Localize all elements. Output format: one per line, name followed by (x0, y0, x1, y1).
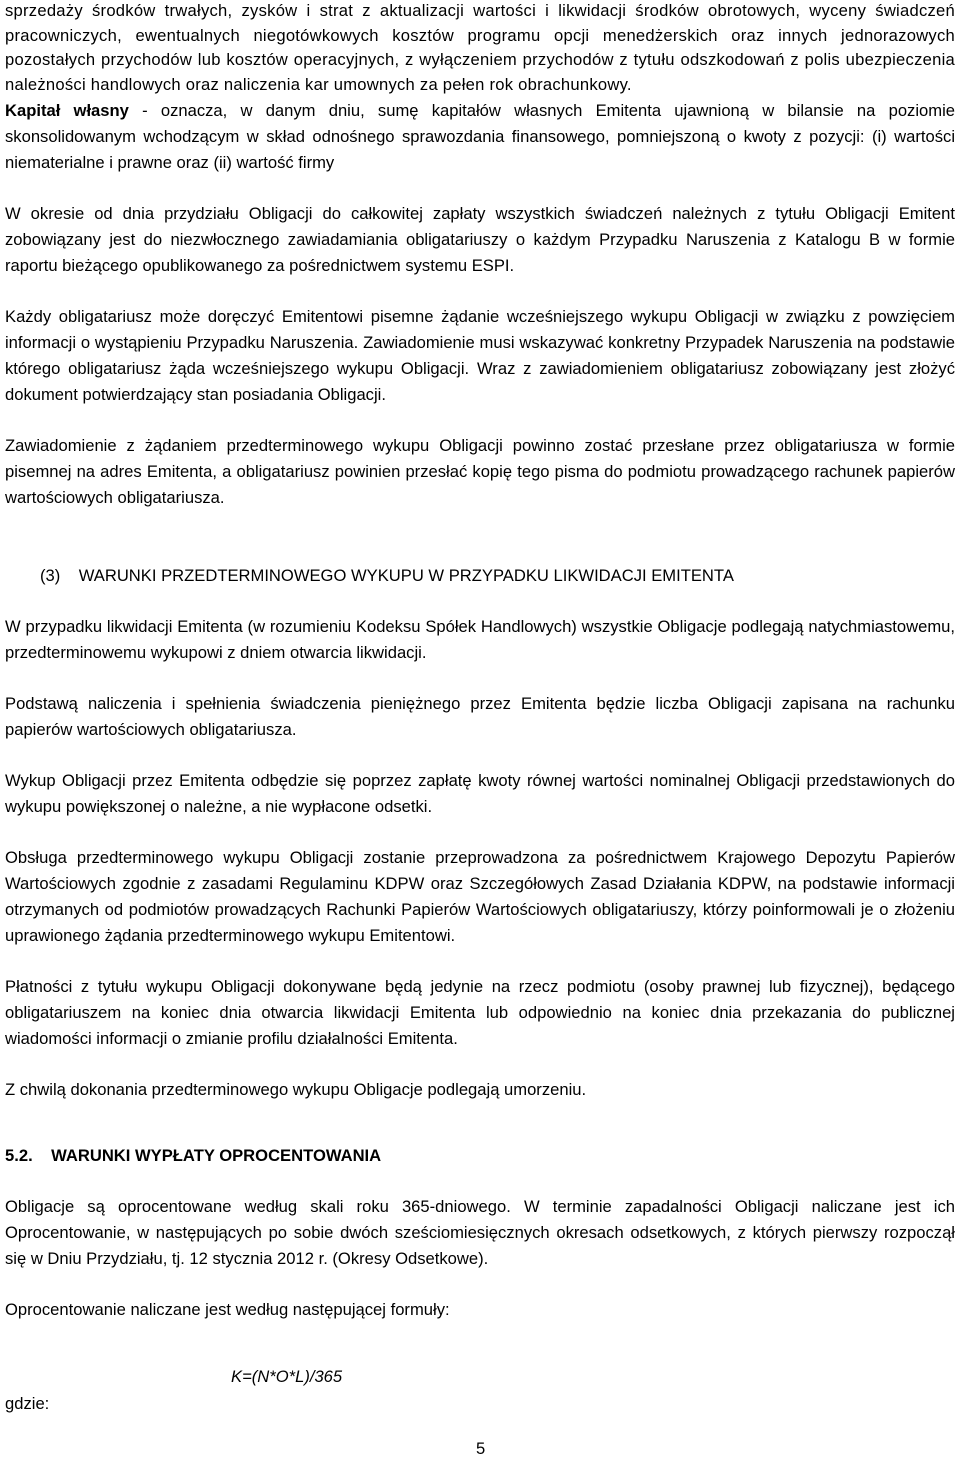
paragraph-interest-scale: Obligacje są oprocentowane według skali roku 365-dniowego. W terminie zapadalności Obligacji naliczane jest ich Oprocentowanie, w następujących po sobie dwóch sześciomiesięcznych okresach odsetkowych, z których pierwszy rozpoczął się w Dniu Przydziału, tj. 12 stycznia 2012 r. (Okresy Odsetkowe). (5, 1197, 955, 1268)
paragraph-formula-intro: Oprocentowanie naliczane jest według następującej formuły: (5, 1300, 450, 1319)
kapital-wlasny-text: - oznacza, w danym dniu, sumę kapitałów własnych Emitenta ujawnioną w bilansie na poziomie skonsolidowanym wchodzącym w skład odnośnego sprawozdania finansowego, pomniejszoną o kwoty z pozycji: (i) wartości niematerialne i prawne oraz (ii) wartość firmy (5, 101, 955, 172)
paragraph-request-delivery: Zawiadomienie z żądaniem przedterminowego wykupu Obligacji powinno zostać przesłane przez obligatariusza w formie pisemnej na adres Emitenta, a obligatariusz powinien przesłać kopię tego pisma do podmiotu prowadzącego rachunek papierów wartościowych obligatariusza. (5, 436, 955, 507)
document-page (5, 0, 955, 1323)
paragraph-redemption-amount: Wykup Obligacji przez Emitenta odbędzie się poprzez zapłatę kwoty równej wartości nominalnej Obligacji przedstawionych do wykupu powiększonej o należne, a nie wypłacone odsetki. (5, 771, 955, 816)
paragraph-calculation-basis: Podstawą naliczenia i spełnienia świadczenia pieniężnego przez Emitenta będzie liczba Obligacji zapisana na rachunku papierów wartościowych obligatariusza. (5, 694, 955, 739)
page-number: 5 (476, 1439, 486, 1458)
paragraph-payments: Płatności z tytułu wykupu Obligacji dokonywane będą jedynie na rzecz podmiotu (osoby prawnej lub fizycznej), będącego obligatariuszem na koniec dnia otwarcia likwidacji Emitenta lub odpowiednio na koniec dnia przekazania do publicznej wiadomości informacji o zmianie profilu działalności Emitenta. (5, 977, 955, 1048)
formula-where-label: gdzie: (5, 1394, 50, 1413)
kapital-wlasny-term: Kapitał własny (5, 101, 129, 120)
paragraph-kdpw-handling: Obsługa przedterminowego wykupu Obligacji zostanie przeprowadzona za pośrednictwem Krajowego Depozytu Papierów Wartościowych zgodnie z zasadami Regulaminu KDPW oraz Szczegółowych Zasad Działania KDPW, na podstawie informacji otrzymanych od podmiotów prowadzących Rachunki Papierów Wartościowych obligatariuszy, którzy poinformowali je o złożeniu uprawionego żądania przedterminowego wykupu Emitentowi. (5, 848, 955, 945)
paragraph-notification-duty: W okresie od dnia przydziału Obligacji do całkowitej zapłaty wszystkich świadczeń należnych z tytułu Obligacji Emitent zobowiązany jest do niezwłocznego zawiadamiania obligatariuszy o każdym Przypadku Naruszenia z Katalogu B w formie raportu bieżącego opublikowanego za pośrednictwem systemu ESPI. (5, 204, 955, 275)
sub-heading-interest-conditions: 5.2. WARUNKI WYPŁATY OPROCENTOWANIA (5, 1146, 382, 1165)
intro-paragraph: sprzedaży środków trwałych, zysków i strat z aktualizacji wartości i likwidacji środków obrotowych, wyceny świadczeń pracowniczych, ewentualnych niegotówkowych kosztów programu opcji menedżerskich oraz innych jednorazowych pozostałych przychodów lub kosztów operacyjnych, z wyłączeniem przychodów z tytułu odszkodowań z polis ubezpieczenia należności handlowych oraz naliczenia kar umownych za pełen rok obrachunkowy. (5, 1, 955, 94)
interest-formula: K=(N*O*L)/365 (231, 1367, 343, 1386)
section-heading-liquidation: (3) WARUNKI PRZEDTERMINOWEGO WYKUPU W PRZYPADKU LIKWIDACJI EMITENTA (40, 566, 734, 585)
paragraph-liquidation-redemption: W przypadku likwidacji Emitenta (w rozumieniu Kodeksu Spółek Handlowych) wszystkie Obligacje podlegają natychmiastowemu, przedterminowemu wykupowi z dniem otwarcia likwidacji. (5, 617, 955, 662)
paragraph-early-redemption-request: Każdy obligatariusz może doręczyć Emitentowi pisemne żądanie wcześniejszego wykupu Obligacji w związku z powzięciem informacji o wystąpieniu Przypadku Naruszenia. Zawiadomienie musi wskazywać konkretny Przypadek Naruszenia na podstawie którego obligatariusz żąda wcześniejszego wykupu Obligacji. Wraz z zawiadomieniem obligatariusz zobowiązany jest złożyć dokument potwierdzający stan posiadania Obligacji. (5, 307, 955, 404)
kapital-wlasny-definition (5, 98, 955, 176)
paragraph-redemption-cancellation: Z chwilą dokonania przedterminowego wykupu Obligacje podlegają umorzeniu. (5, 1080, 587, 1099)
